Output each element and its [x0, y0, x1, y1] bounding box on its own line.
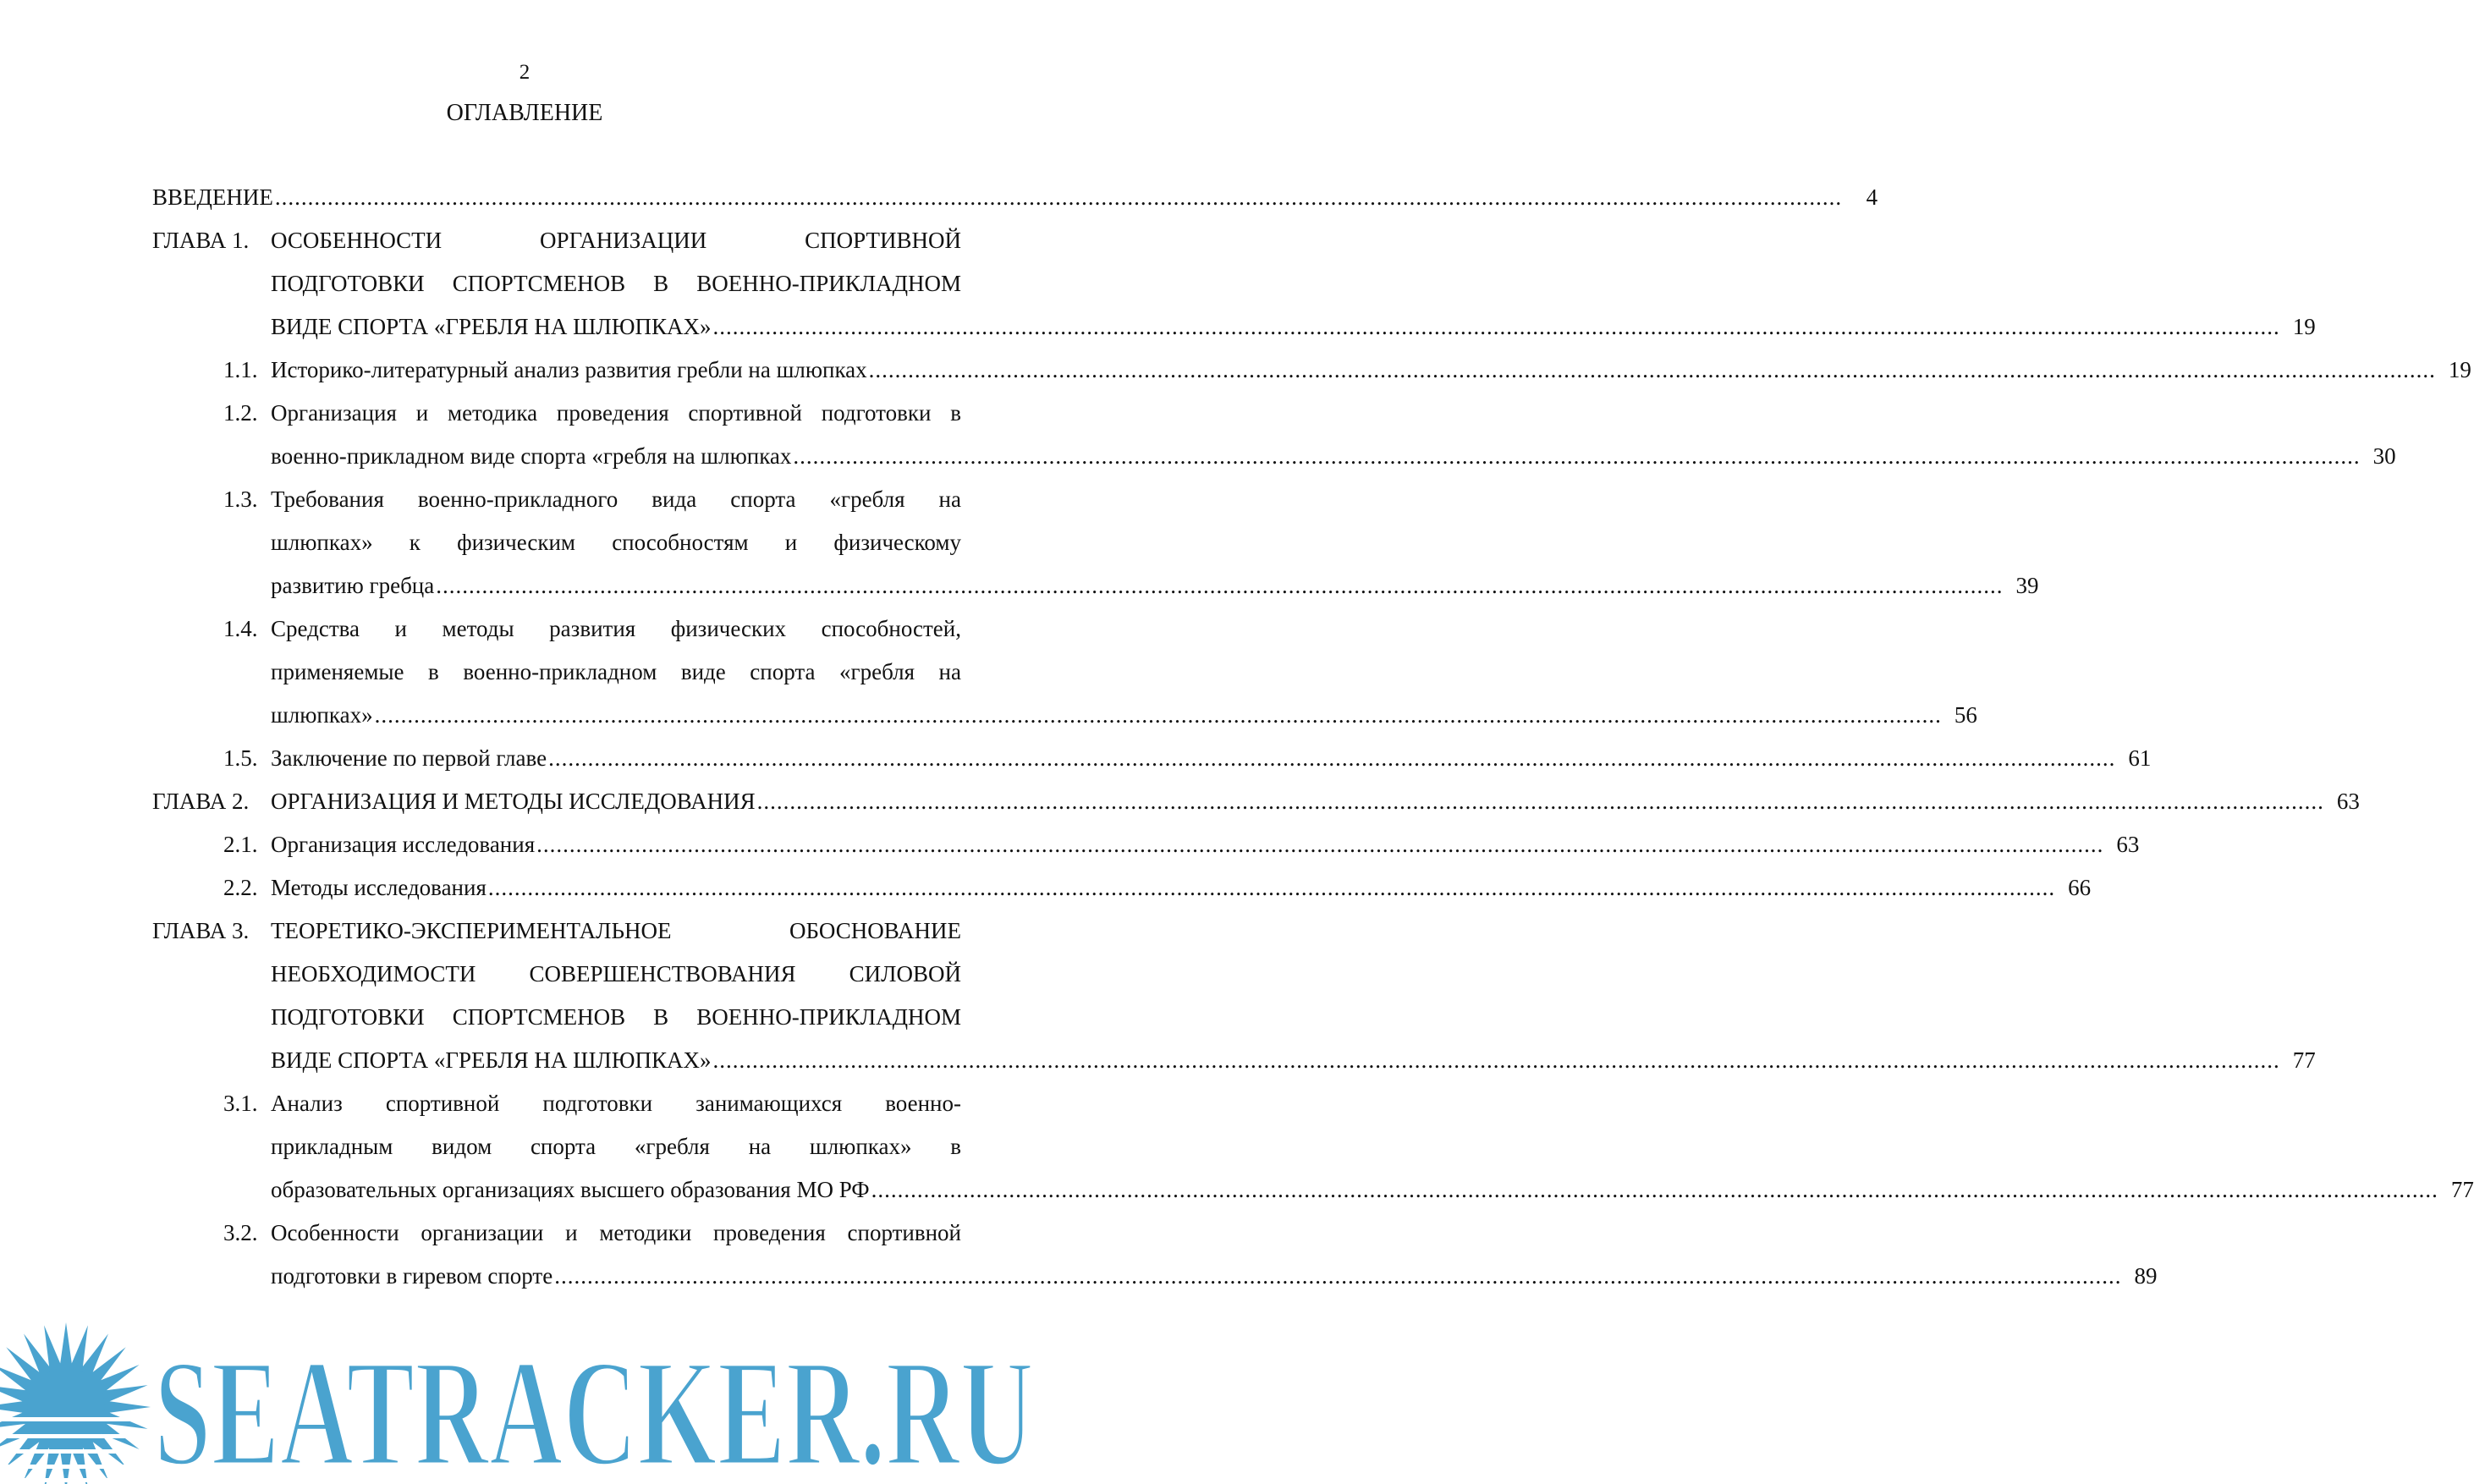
dot-leader [869, 349, 2436, 392]
toc-page-number: 77 [2450, 1177, 2474, 1202]
toc-page-number: 89 [2134, 1263, 2158, 1289]
toc-entry-title: Организация исследования [271, 832, 536, 857]
toc-entry-line: НЕОБХОДИМОСТИ СОВЕРШЕНСТВОВАНИЯ СИЛОВОЙ [271, 961, 961, 987]
page-number: 2 [519, 61, 531, 84]
toc-entry-line: Особенности организации и методики проведения спортивной [271, 1220, 961, 1245]
toc-entry-line: Анализ спортивной подготовки занимающихся военно- [271, 1091, 961, 1116]
dot-leader [275, 176, 1842, 219]
toc-entry-line: ПОДГОТОВКИ СПОРТСМЕНОВ В ВОЕННО-ПРИКЛАДНОМ [271, 271, 961, 296]
dot-leader [793, 435, 2360, 478]
toc-entry-title: ВИДЕ СПОРТА «ГРЕБЛЯ НА ШЛЮПКАХ» [271, 314, 712, 339]
toc-page-number: 63 [2116, 832, 2140, 857]
toc-entry[interactable] [152, 1082, 2474, 1212]
toc-entry[interactable] [152, 1212, 2158, 1298]
toc-entry-title: подготовки в гиревом спорте [271, 1263, 553, 1289]
dot-leader [488, 866, 2055, 910]
toc-entry-number: ГЛАВА 3. [152, 918, 250, 943]
toc-entry-title: шлюпках» [271, 702, 373, 728]
toc-entry-title: военно-прикладном виде спорта «гребля на шлюпках [271, 443, 792, 469]
toc-entry-line: ПОДГОТОВКИ СПОРТСМЕНОВ В ВОЕННО-ПРИКЛАДНОМ [271, 1004, 961, 1030]
watermark-text: SEATRACKER.RU [154, 1328, 1034, 1484]
toc-page-number: 66 [2068, 875, 2092, 900]
toc-entry[interactable] [152, 478, 2039, 607]
dot-leader [436, 564, 2003, 607]
dot-leader [871, 1168, 2438, 1212]
dot-leader [757, 780, 2324, 823]
toc-entry-number: ГЛАВА 2. [152, 789, 250, 814]
toc-entry-line: Требования военно-прикладного вида спорта «гребля на [271, 486, 961, 512]
toc-entry-title: развитию гребца [271, 573, 435, 598]
dot-leader [713, 1039, 2280, 1082]
toc-entry-number: 1.1. [223, 357, 258, 382]
toc-page-number: 19 [2448, 357, 2471, 382]
toc-entry-title: ОРГАНИЗАЦИЯ И МЕТОДЫ ИССЛЕДОВАНИЯ [271, 789, 756, 814]
toc-entry-title: Историко-литературный анализ развития гребли на шлюпках [271, 357, 867, 382]
sun-icon [0, 1322, 151, 1484]
toc-page-number: 39 [2015, 573, 2039, 598]
dot-leader [554, 1255, 2121, 1298]
dot-leader [536, 823, 2103, 866]
toc-page-number: 30 [2372, 443, 2396, 469]
table-of-contents [152, 176, 2474, 1298]
toc-entry-number: 3.2. [223, 1220, 258, 1245]
toc-entry-line: ТЕОРЕТИКО-ЭКСПЕРИМЕНТАЛЬНОЕ ОБОСНОВАНИЕ [271, 918, 961, 943]
toc-entry-line: Средства и методы развития физических способностей, [271, 616, 961, 641]
toc-entry-number: 1.2. [223, 400, 258, 426]
toc-entry-title: Заключение по первой главе [271, 745, 547, 771]
toc-page-number: 63 [2336, 789, 2360, 814]
toc-entry[interactable] [152, 176, 1878, 219]
toc-entry-number: 1.4. [223, 616, 258, 641]
toc-entry[interactable] [152, 392, 2396, 478]
toc-title: ОГЛАВЛЕНИЕ [446, 100, 603, 126]
toc-entry[interactable] [152, 823, 2140, 866]
dot-leader [548, 737, 2115, 780]
dot-leader [375, 694, 1942, 737]
toc-entry-line: применяемые в военно-прикладном виде спорта «гребля на [271, 659, 961, 684]
toc-entry[interactable] [152, 780, 2360, 823]
dot-leader [713, 305, 2280, 349]
toc-entry[interactable] [152, 866, 2092, 910]
toc-page-number: 61 [2128, 745, 2152, 771]
toc-entry-number: 3.1. [223, 1091, 258, 1116]
toc-entry[interactable] [152, 737, 2152, 780]
toc-entry-number: 1.3. [223, 486, 258, 512]
toc-page-number: 4 [1866, 184, 1878, 210]
toc-entry-line: шлюпках» к физическим способностям и физическому [271, 530, 961, 555]
toc-entry[interactable] [152, 910, 2316, 1082]
toc-entry-title: ВВЕДЕНИЕ [152, 184, 273, 210]
watermark-logo [0, 1316, 1049, 1484]
toc-entry-number: 2.2. [223, 875, 258, 900]
toc-entry-title: ВИДЕ СПОРТА «ГРЕБЛЯ НА ШЛЮПКАХ» [271, 1047, 712, 1073]
toc-entry-line: ОСОБЕННОСТИ ОРГАНИЗАЦИИ СПОРТИВНОЙ [271, 228, 961, 253]
toc-entry-line: прикладным видом спорта «гребля на шлюпках» в [271, 1134, 961, 1159]
toc-entry-number: ГЛАВА 1. [152, 228, 250, 253]
toc-entry-title: Методы исследования [271, 875, 487, 900]
toc-entry-title: образовательных организациях высшего образования МО РФ [271, 1177, 870, 1202]
toc-entry[interactable] [152, 219, 2316, 349]
toc-entry-number: 2.1. [223, 832, 258, 857]
toc-entry[interactable] [152, 607, 1977, 737]
toc-page-number: 56 [1954, 702, 1977, 728]
toc-entry-number: 1.5. [223, 745, 258, 771]
toc-page-number: 77 [2292, 1047, 2316, 1073]
toc-entry[interactable] [152, 349, 2471, 392]
toc-entry-line: Организация и методика проведения спортивной подготовки в [271, 400, 961, 426]
toc-page-number: 19 [2292, 314, 2316, 339]
